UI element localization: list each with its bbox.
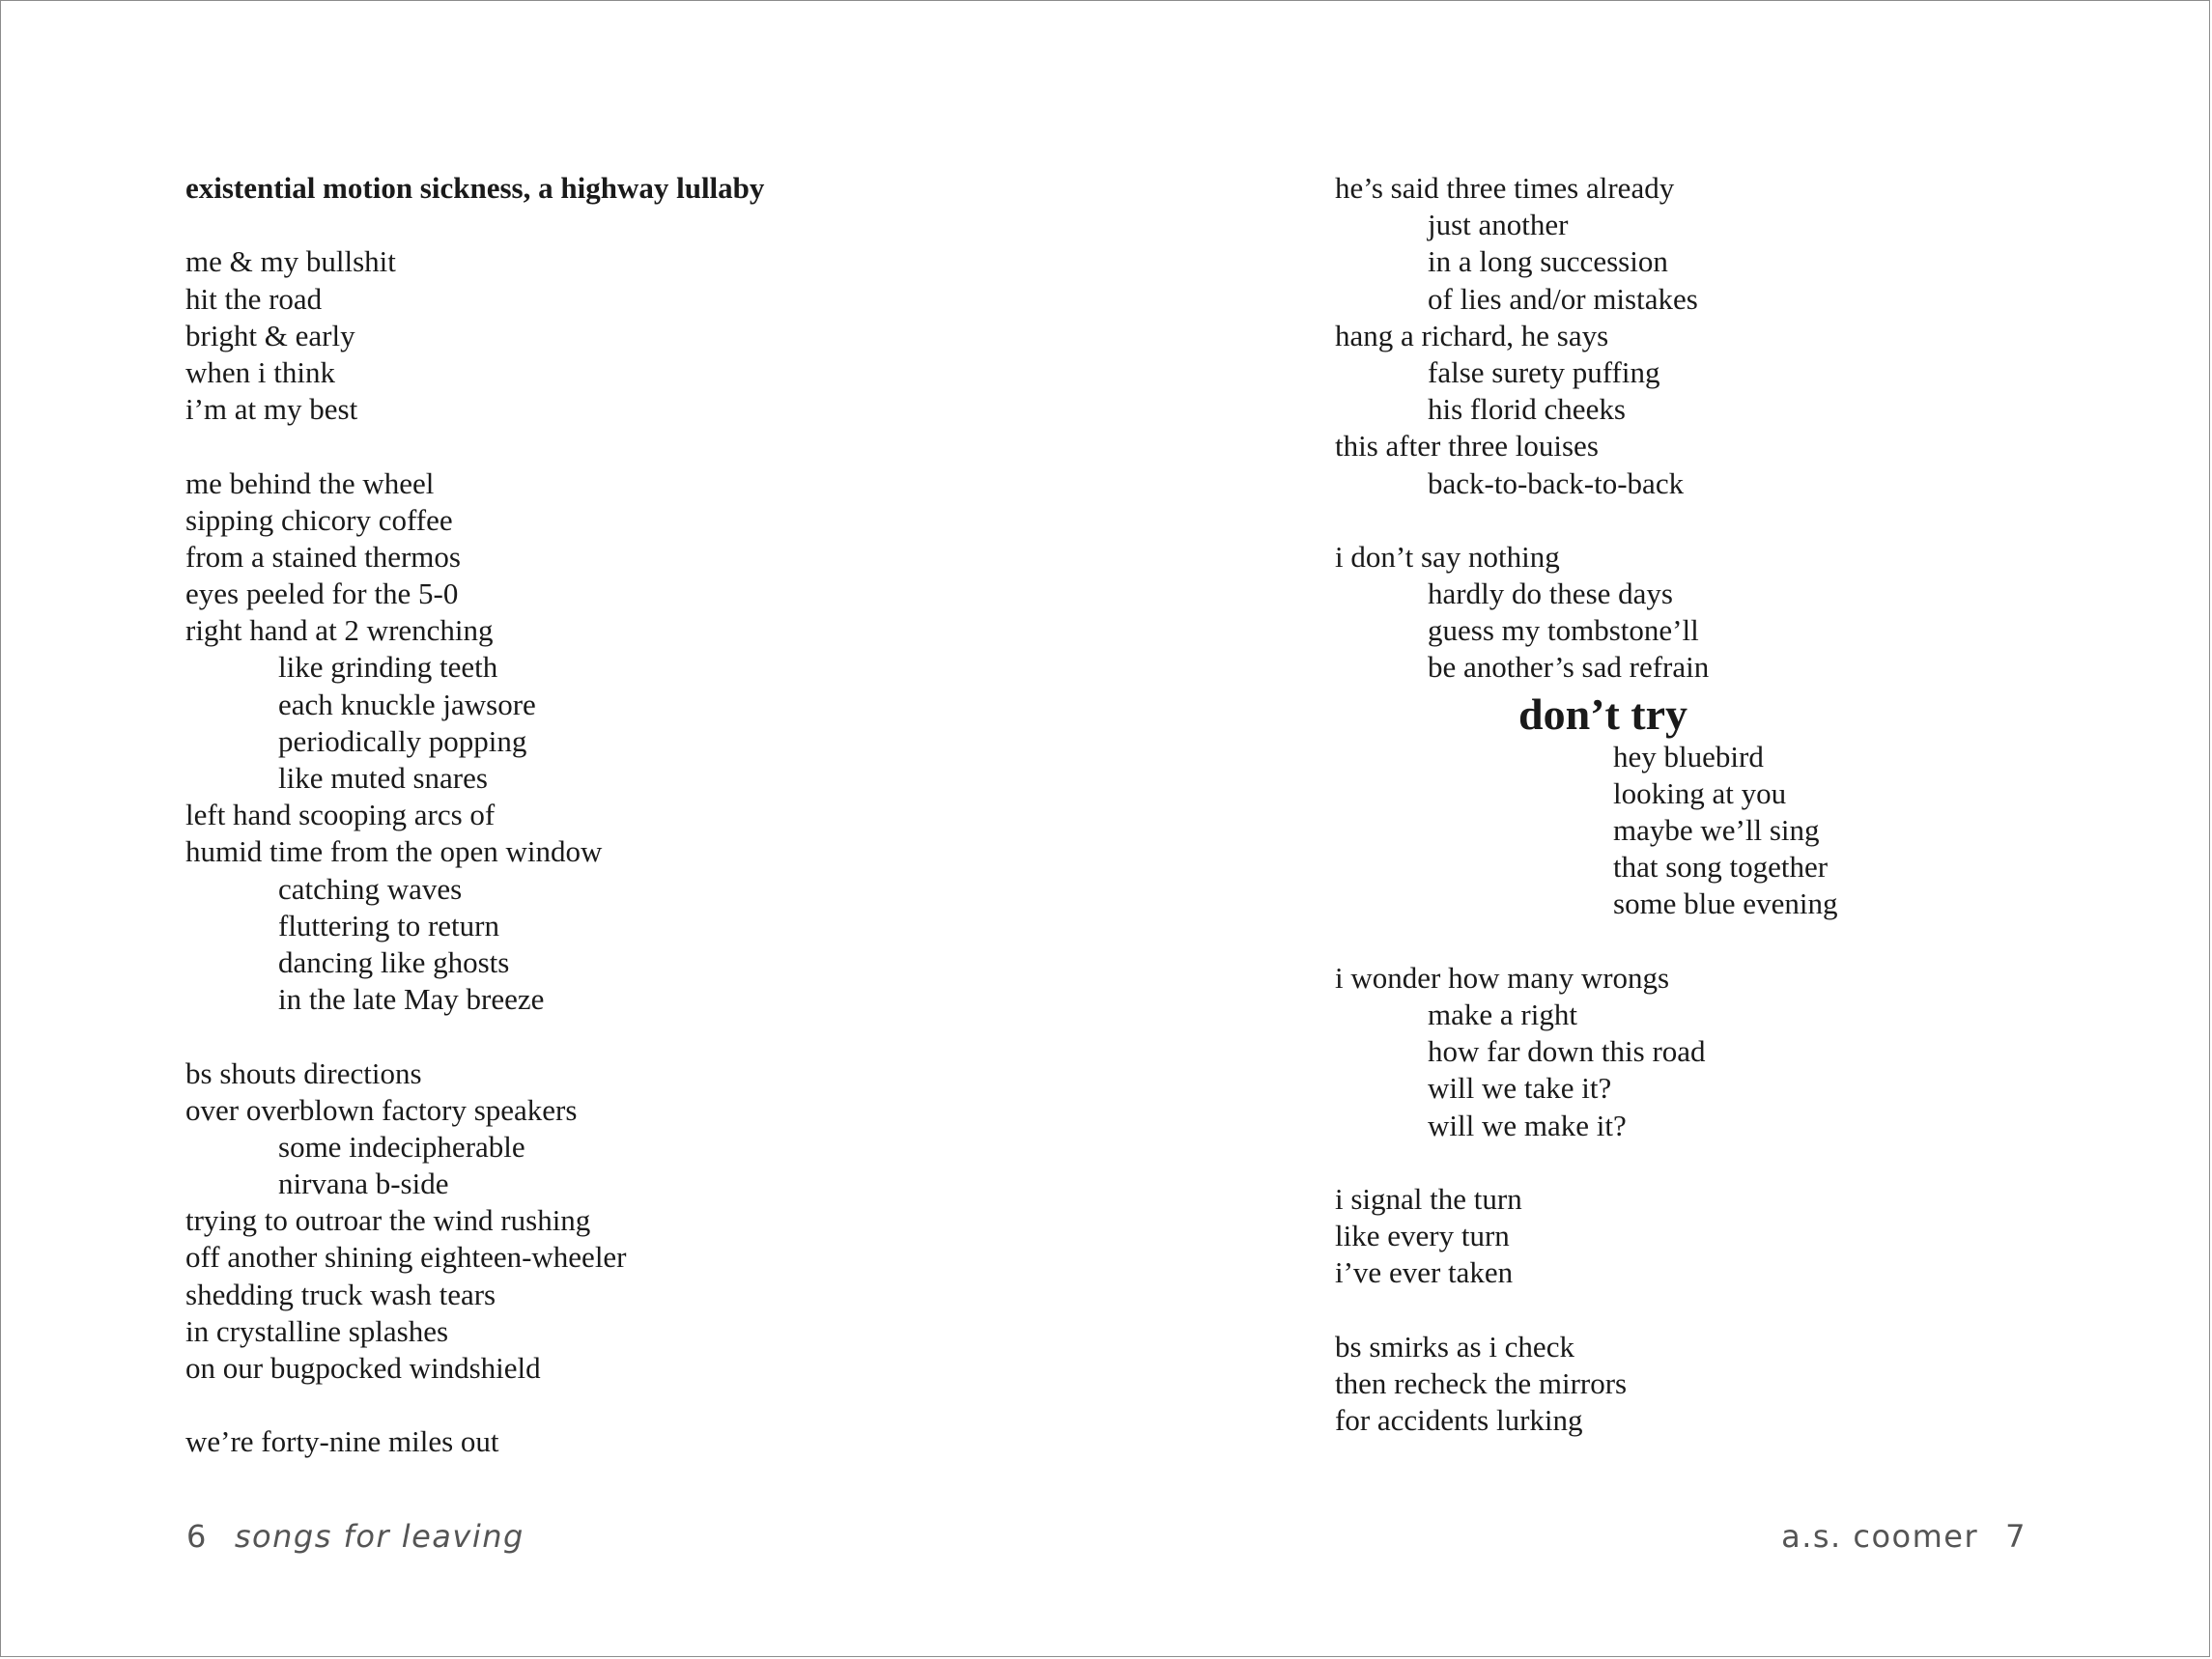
poem-line-indented: fluttering to return — [278, 908, 499, 942]
poem-line: on our bugpocked windshield — [185, 1351, 541, 1385]
left-page — [185, 170, 1055, 1461]
poem-line-indented: hardly do these days — [1428, 576, 1673, 611]
stanza-break — [1335, 1144, 2127, 1181]
poem-line: i don’t say nothing — [1335, 539, 1560, 574]
page-number: 7 — [2005, 1518, 2027, 1555]
poem-line-indented: just another — [1428, 208, 1569, 242]
poem-line-indented: in the late May breeze — [278, 982, 545, 1017]
poem-line: i’ve ever taken — [1335, 1255, 1514, 1290]
poem-line-indented: dancing like ghosts — [278, 944, 510, 979]
poem-line-indented: catching waves — [278, 871, 463, 906]
poem-line-indented: make a right — [1428, 997, 1577, 1031]
poem-line: when i think — [185, 354, 335, 389]
poem-line-indented: be another’s sad refrain — [1428, 650, 1710, 685]
right-page-footer — [1781, 1518, 2027, 1555]
poem-line-indented: periodically popping — [278, 723, 527, 758]
poem-line: in crystalline splashes — [185, 1313, 449, 1348]
poem-line: shedding truck wash tears — [185, 1277, 496, 1311]
poem-line-indented: back-to-back-to-back — [1428, 465, 1685, 500]
stanza-break — [185, 1018, 1055, 1054]
right-page — [1335, 170, 2127, 1439]
poem-line-indented: of lies and/or mistakes — [1428, 281, 1698, 316]
poem-line-indented: his florid cheeks — [1428, 392, 1626, 427]
poem-line-indented: like muted snares — [278, 761, 488, 795]
poem-line-deep-indented: that song together — [1613, 850, 1829, 885]
poem-line: eyes peeled for the 5-0 — [185, 576, 459, 611]
stanza-break — [1335, 502, 2127, 539]
poem-line-indented: will we make it? — [1428, 1108, 1627, 1142]
poem-line-deep-indented: hey bluebird — [1613, 739, 1764, 773]
poem-line: off another shining eighteen-wheeler — [185, 1240, 627, 1275]
poem-line-indented: nirvana b-side — [278, 1167, 449, 1201]
left-page-footer — [186, 1518, 525, 1555]
poem-line: hang a richard, he says — [1335, 318, 1609, 352]
poem-line: hit the road — [185, 281, 323, 316]
poem-line: me & my bullshit — [185, 244, 396, 279]
stanza-break — [185, 1387, 1055, 1423]
poem-line: we’re forty-nine miles out — [185, 1424, 499, 1459]
page-number: 6 — [186, 1518, 208, 1555]
poem-line-deep-indented: looking at you — [1613, 775, 1787, 810]
poem-line: this after three louises — [1335, 429, 1599, 464]
poem-line-deep-indented: maybe we’ll sing — [1613, 813, 1820, 847]
poem-line-indented: each knuckle jawsore — [278, 687, 536, 721]
poem-line-indented: in a long succession — [1428, 244, 1668, 279]
poem-line: i’m at my best — [185, 392, 358, 427]
poem-title: existential motion sickness, a highway lullaby — [185, 171, 765, 205]
poem-line-indented: guess my tombstone’ll — [1428, 613, 1699, 648]
poem-line-deep-indented: some blue evening — [1613, 886, 1838, 921]
running-author: a.s. coomer — [1781, 1518, 1979, 1555]
stanza-break — [185, 428, 1055, 464]
poem-line: i signal the turn — [1335, 1181, 1522, 1216]
poem-line-indented: will we take it? — [1428, 1071, 1612, 1106]
poem-line: like every turn — [1335, 1219, 1510, 1253]
poem-line: over overblown factory speakers — [185, 1092, 578, 1127]
poem-line: left hand scooping arcs of — [185, 798, 496, 832]
poem-line: then recheck the mirrors — [1335, 1365, 1628, 1400]
poem-line: bs smirks as i check — [1335, 1329, 1574, 1364]
stanza-break — [1335, 1291, 2127, 1328]
poem-line: bs shouts directions — [185, 1055, 422, 1090]
poem-line: trying to outroar the wind rushing — [185, 1203, 591, 1238]
poem-line: for accidents lurking — [1335, 1403, 1583, 1437]
poem-line-indented: how far down this road — [1428, 1034, 1706, 1069]
poem-line: i wonder how many wrongs — [1335, 960, 1670, 995]
poem-line: right hand at 2 wrenching — [185, 613, 494, 648]
poem-line: bright & early — [185, 318, 355, 352]
poem-line-indented: false surety puffing — [1428, 354, 1660, 389]
running-title: songs for leaving — [234, 1518, 525, 1555]
poem-line: he’s said three times already — [1335, 171, 1675, 205]
callout-heading: don’t try — [1518, 689, 1688, 739]
poem-line: me behind the wheel — [185, 465, 435, 500]
poem-line-indented: like grinding teeth — [278, 650, 498, 685]
poem-line: humid time from the open window — [185, 834, 603, 869]
poem-line-indented: some indecipherable — [278, 1129, 525, 1164]
poem-line: sipping chicory coffee — [185, 502, 453, 537]
poem-line: from a stained thermos — [185, 539, 461, 574]
stanza-break — [1335, 923, 2127, 960]
